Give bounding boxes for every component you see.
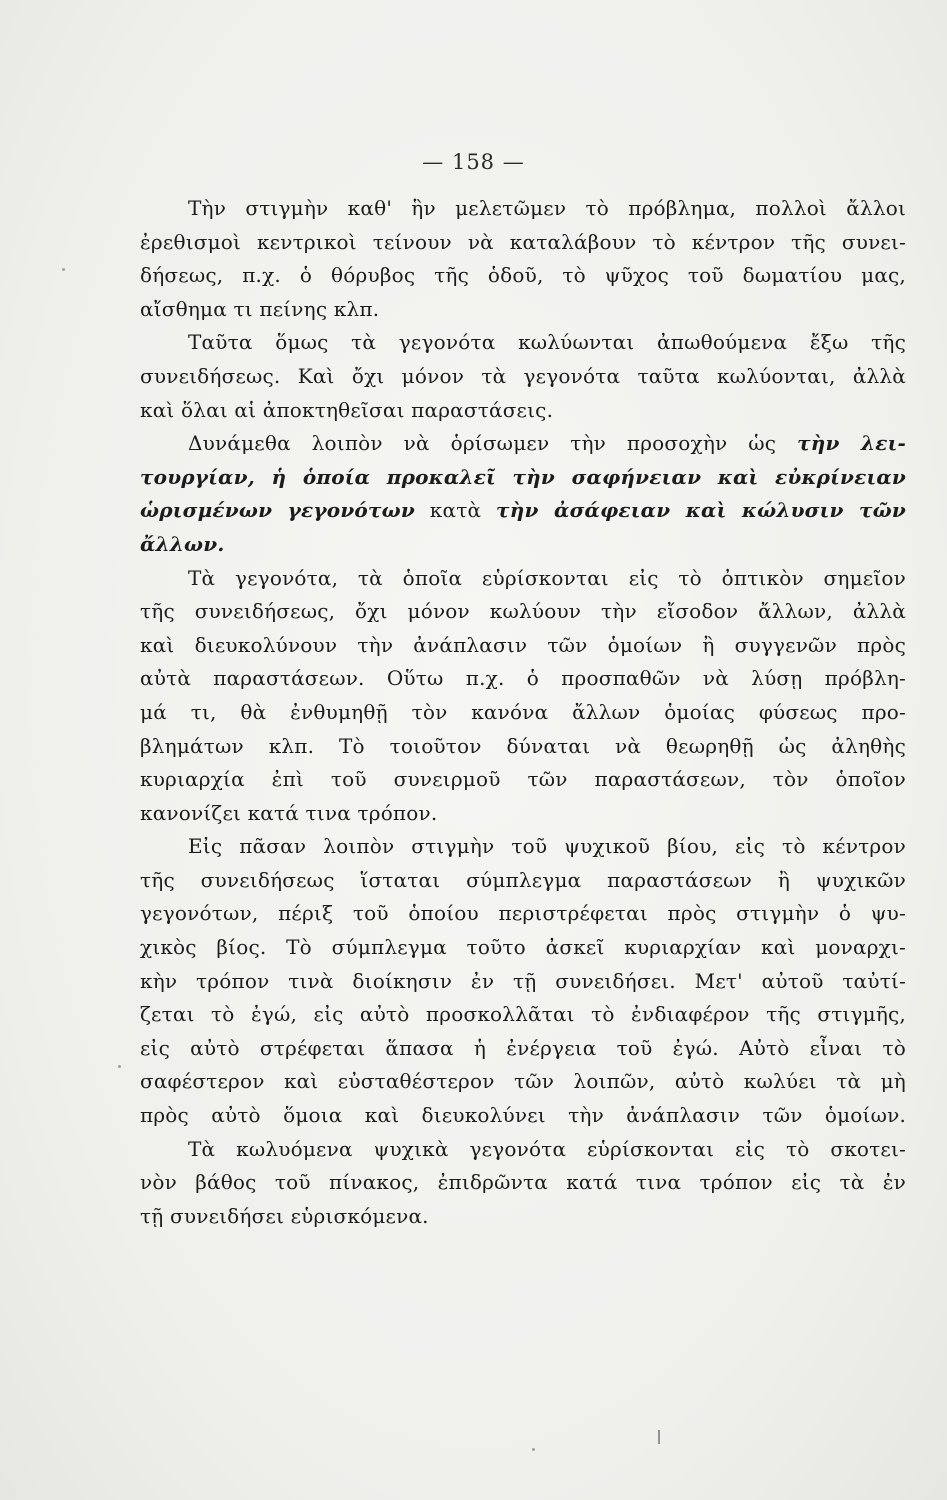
text-line: δήσεως, π.χ. ὁ θόρυβος τῆς ὁδοῦ, τὸ ψῦχος τοῦ δωματίου μας, [140, 263, 906, 288]
text-line: νὸν βάθος τοῦ πίνακος, ἐπιδρῶντα κατά τινα τρόπον εἰς τὰ ἐν [140, 1170, 906, 1195]
text-line: εἰς αὐτὸ στρέφεται ἅπασα ἡ ἐνέργεια τοῦ ἐγώ. Αὐτὸ εἶναι τὸ [140, 1035, 906, 1060]
text-line: ζεται τὸ ἐγώ, εἰς αὐτὸ προσκολλᾶται τὸ ἐνδιαφέρον τῆς στιγμῆς, [140, 1002, 906, 1027]
emphasized-line: τουργίαν, ἡ ὁποία προκαλεῖ τὴν σαφήνειαν καὶ εὐκρίνειαν [140, 464, 906, 489]
text-line: Τὰ γεγονότα, τὰ ὁποῖα εὑρίσκονται εἰς τὸ ὀπτικὸν σημεῖον [188, 565, 906, 590]
scan-speck [62, 268, 65, 271]
text-line: Ταῦτα ὅμως τὰ γεγονότα κωλύωνται ἀπωθούμενα ἔξω τῆς [188, 330, 906, 355]
text-line: χικὸς βίος. Τὸ σύμπλεγμα τοῦτο ἀσκεῖ κυριαρχίαν καὶ μοναρχι- [140, 935, 906, 960]
text-line: σαφέστερον καὶ εὐσταθέστερον τῶν λοιπῶν, αὐτὸ κωλύει τὰ μὴ [140, 1069, 906, 1094]
text-line: βλημάτων κλπ. Τὸ τοιοῦτον δύναται νὰ θεωρηθῇ ὡς ἀληθὴς [140, 733, 906, 758]
text-line: αὐτὰ παραστάσεων. Οὕτω π.χ. ὁ προσπαθῶν νὰ λύσῃ πρόβλη- [140, 666, 906, 691]
scan-mark [658, 1430, 660, 1444]
paragraph-2 [140, 326, 906, 427]
text-line: καὶ διευκολύνουν τὴν ἀνάπλασιν τῶν ὁμοίων ἢ συγγενῶν πρὸς [140, 632, 906, 657]
text-line: τῇ συνειδήσει εὑρισκόμενα. [140, 1203, 429, 1228]
text-line: ἐρεθισμοὶ κεντρικοὶ τείνουν νὰ καταλάβουν τὸ κέντρον τῆς συνει- [140, 229, 906, 254]
text-line: καὶ ὅλαι αἱ ἀποκτηθεῖσαι παραστάσεις. [140, 397, 554, 422]
page-number: — 158 — [422, 150, 525, 174]
scan-speck [532, 1448, 535, 1451]
text-line: Εἰς πᾶσαν λοιπὸν στιγμὴν τοῦ ψυχικοῦ βίου, εἰς τὸ κέντρον [188, 834, 906, 859]
text-line: Τὰ κωλυόμενα ψυχικὰ γεγονότα εὑρίσκονται εἰς τὸ σκοτει- [188, 1136, 906, 1161]
body-text [140, 192, 906, 1233]
emphasized-text: τὴν ἀσάφειαν καὶ κώλυσιν τῶν [496, 498, 906, 523]
emphasized-text: ὡρισμένων γεγονότων [140, 498, 415, 523]
text-line [140, 427, 906, 461]
text-line: γεγονότων, πέριξ τοῦ ὁποίου περιστρέφεται πρὸς στιγμὴν ὁ ψυ- [140, 901, 906, 926]
paragraph-3-definition [140, 427, 906, 561]
paragraph-5 [140, 830, 906, 1132]
plain-text: Δυνάμεθα λοιπὸν νὰ ὁρίσωμεν τὴν προσοχὴν ὡς [188, 431, 798, 456]
text-line: τῆς συνειδήσεως ἵσταται σύμπλεγμα παραστάσεων ἢ ψυχικῶν [140, 867, 906, 892]
text-line: κυριαρχία ἐπὶ τοῦ συνειρμοῦ τῶν παραστάσεων, τὸν ὁποῖον [140, 767, 906, 792]
paragraph-4 [140, 562, 906, 831]
text-line: κανονίζει κατά τινα τρόπον. [140, 800, 438, 825]
paragraph-6 [140, 1133, 906, 1234]
text-line [140, 494, 906, 528]
paragraph-1 [140, 192, 906, 326]
text-line: αἴσθημα τι πείνης κλπ. [140, 296, 380, 321]
text-line: μά τι, θὰ ἐνθυμηθῇ τὸν κανόνα ἄλλων ὁμοίας φύσεως προ- [140, 699, 906, 724]
text-line: πρὸς αὐτὸ ὅμοια καὶ διευκολύνει τὴν ἀνάπλασιν τῶν ὁμοίων. [140, 1103, 906, 1128]
text-line: κὴν τρόπον τινὰ διοίκησιν ἐν τῇ συνειδήσει. Μετ' αὐτοῦ ταὐτί- [140, 968, 906, 993]
emphasized-line: ἄλλων. [140, 531, 225, 556]
plain-text: κατὰ [414, 498, 497, 523]
text-line: Τὴν στιγμὴν καθ' ἣν μελετῶμεν τὸ πρόβλημα, πολλοὶ ἄλλοι [188, 196, 906, 220]
text-line: τῆς συνειδήσεως, ὄχι μόνον κωλύουν τὴν εἴσοδον ἄλλων, ἀλλὰ [140, 599, 906, 624]
text-line: συνειδήσεως. Καὶ ὄχι μόνον τὰ γεγονότα ταῦτα κωλύονται, ἀλλὰ [140, 363, 906, 388]
emphasized-text: τὴν λει- [797, 431, 906, 456]
scan-speck [118, 1065, 121, 1068]
